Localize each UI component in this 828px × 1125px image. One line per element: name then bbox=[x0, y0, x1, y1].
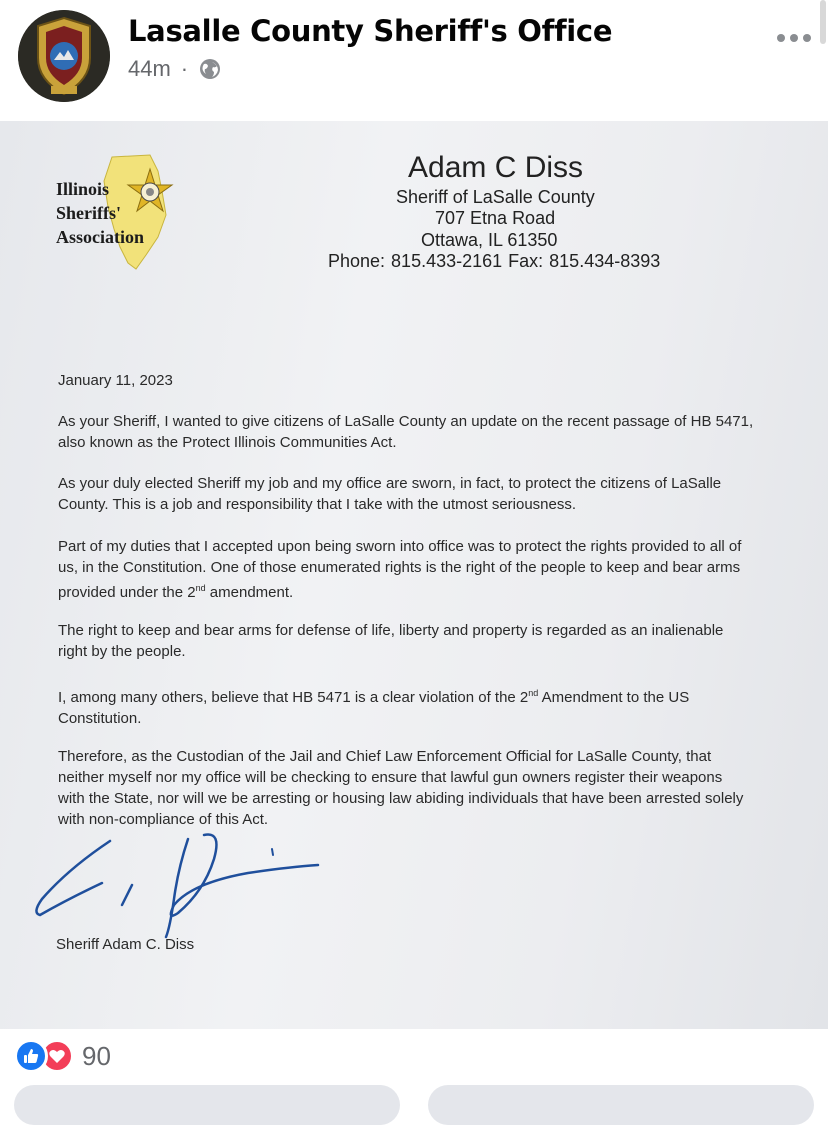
letter-paragraph-4: The right to keep and bear arms for defense of life, liberty and property is regarded as an inalienable right by the people. bbox=[58, 622, 724, 660]
logo-word-association: Association bbox=[56, 227, 145, 247]
letter-paragraph-1: As your Sheriff, I wanted to give citizens of LaSalle County an update on the recent passage of HB 5471, also known as the Protect Illinois Communities Act. bbox=[58, 413, 754, 451]
sheriff-badge-icon bbox=[18, 10, 110, 102]
letter-paragraph-5: I, among many others, believe that HB 5471 is a clear violation of the 2nd Amendment to the US Constitution. bbox=[58, 688, 690, 727]
letterhead-name: Adam C Diss bbox=[408, 151, 584, 184]
like-reaction-icon bbox=[14, 1039, 48, 1073]
logo-word-sheriffs: Sheriffs' bbox=[56, 203, 121, 223]
letterhead-city: Ottawa, IL 61350 bbox=[421, 230, 558, 250]
more-options-button[interactable] bbox=[772, 28, 816, 48]
scrollbar[interactable] bbox=[820, 0, 826, 44]
handwritten-signature bbox=[28, 829, 328, 944]
logo-word-illinois: Illinois bbox=[56, 179, 110, 199]
letter-date: January 11, 2023 bbox=[58, 372, 173, 389]
letterhead-contact: Phone: 815.433-2161 Fax: 815.434-8393 bbox=[328, 251, 661, 271]
more-options-icon bbox=[777, 34, 785, 42]
reaction-count[interactable]: 90 bbox=[82, 1040, 111, 1071]
reactions-summary[interactable] bbox=[14, 1036, 111, 1076]
letterhead-street: 707 Etna Road bbox=[435, 208, 556, 228]
globe-icon bbox=[198, 57, 222, 81]
page-name[interactable]: Lasalle County Sheriff's Office bbox=[128, 14, 613, 48]
post-meta bbox=[128, 56, 222, 82]
letterhead-title: Sheriff of LaSalle County bbox=[396, 187, 595, 207]
action-button-left[interactable] bbox=[14, 1085, 400, 1125]
signature-name: Sheriff Adam C. Diss bbox=[56, 936, 195, 953]
letter-paragraph-2: As your duly elected Sheriff my job and my office are sworn, in fact, to protect the citizens of LaSalle County. This is a job and responsibility that I take with the utmost seriousness. bbox=[58, 475, 722, 513]
post-photo[interactable] bbox=[0, 121, 828, 1029]
letter-paragraph-6: Therefore, as the Custodian of the Jail and Chief Law Enforcement Official for LaSalle County, that neither myself nor my office will be checking to ensure that lawful gun owners register their weapons with the State, nor will we be arresting or housing law abiding individuals that have been arrested solely with non-compliance of this Act. bbox=[58, 748, 744, 828]
letter-paragraph-3: Part of my duties that I accepted upon being sworn into office was to protect the rights provided to all of us, in the Constitution. One of those enumerated rights is the right of the people to keep and bear arms provided under the 2nd amendment. bbox=[58, 538, 742, 601]
action-button-right[interactable] bbox=[428, 1085, 814, 1125]
meta-separator: · bbox=[180, 56, 189, 81]
page-avatar[interactable] bbox=[18, 10, 110, 102]
post-time[interactable]: 44m bbox=[128, 56, 171, 81]
post-header bbox=[0, 0, 828, 120]
